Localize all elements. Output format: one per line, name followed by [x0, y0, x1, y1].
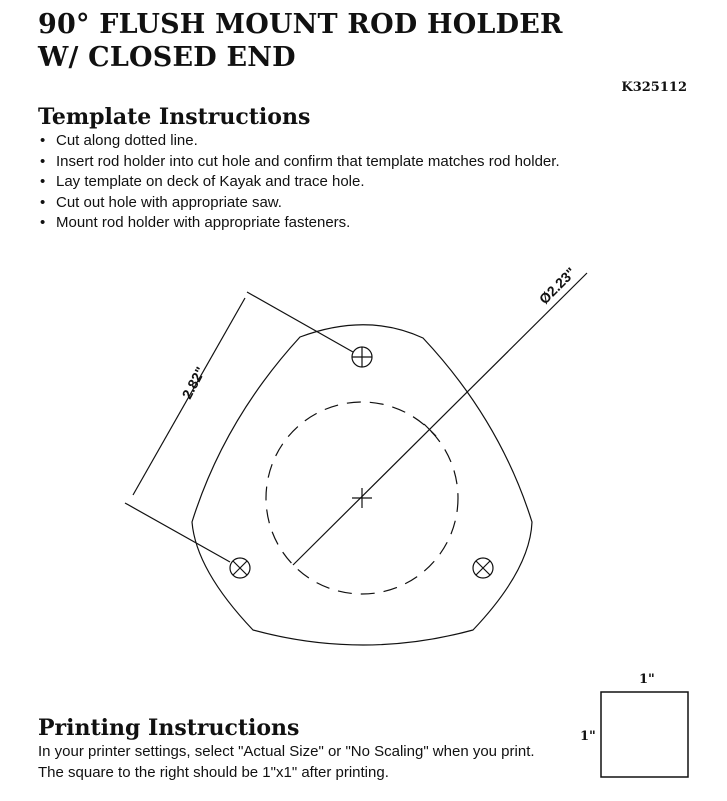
screw-hole-right [473, 558, 493, 578]
template-instructions-heading: Template Instructions [38, 104, 311, 130]
part-number: K325112 [621, 80, 687, 95]
title-line-1: 90° FLUSH MOUNT ROD HOLDER [38, 9, 563, 40]
printing-instructions-heading: Printing Instructions [38, 715, 300, 741]
center-cross [352, 488, 372, 508]
printing-instructions-text: In your printer settings, select "Actual Size" or "No Scaling" when you print. The square to the right should be 1"x1" after printing. [38, 743, 535, 781]
diameter-label: Ø2.23" [535, 264, 579, 308]
list-item: • Cut out hole with appropriate saw. [38, 193, 560, 214]
mount-plate-outline [192, 325, 532, 645]
list-item: • Insert rod holder into cut hole and confirm that template matches rod holder. [38, 152, 560, 173]
title-line-2: W/ CLOSED END [38, 42, 296, 73]
square-width-label: 1" [639, 672, 655, 687]
screw-hole-left [230, 558, 250, 578]
list-item: • Cut along dotted line. [38, 131, 560, 152]
diameter-line [293, 273, 587, 565]
square-height-label: 1" [580, 729, 596, 744]
diameter-tick [424, 424, 436, 436]
scale-square [601, 692, 688, 777]
screw-hole-top [352, 347, 372, 367]
list-item: • Lay template on deck of Kayak and trace hole. [38, 172, 560, 193]
hole-spacing-label: 2.82" [178, 363, 209, 402]
extension-line-left [125, 503, 230, 562]
list-item: • Mount rod holder with appropriate fasteners. [38, 213, 560, 234]
extension-line-top [247, 292, 353, 352]
